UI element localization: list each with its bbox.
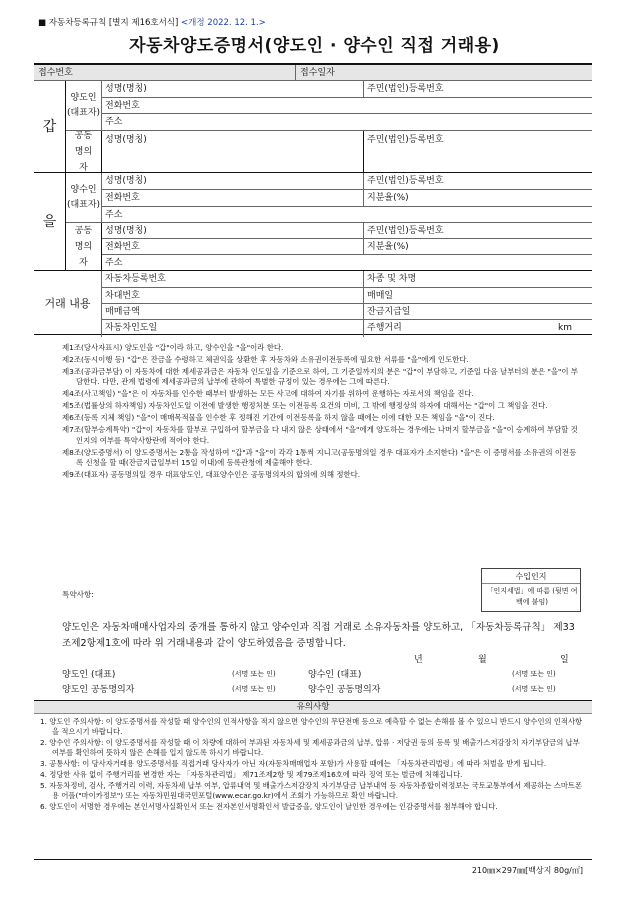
clause-9: 제9조(대표자) 공동명의일 경우 대표양도인, 대표양수인은 공동명의자의 합의에 의해 정한다. [62, 470, 361, 480]
party-b-co-address-field[interactable] [102, 255, 592, 271]
sale-price-field[interactable] [102, 304, 364, 320]
price-label: 매매금액 [105, 307, 140, 317]
transferor-co-sign-note[interactable]: (서명 또는 인) [232, 685, 276, 693]
transferor-signature-label: 양도인 (대표) [62, 670, 116, 680]
caution-item-6: 6. 양도인이 서명한 경우에는 본인서명사실확인서 또는 전자본인서명확인서 발급증을, 양도인이 날인한 경우에는 인감증명서를 첨부해야 합니다. [40, 802, 498, 811]
revision-date: <개정 2022. 12. 1.> [181, 18, 266, 28]
vehicle-type-field[interactable] [364, 271, 592, 288]
party-b-id-field[interactable] [364, 173, 592, 190]
id-label: 주민(법인)등록번호 [367, 84, 444, 94]
party-b-co-owner-label: 공동명의자 [66, 223, 102, 271]
name-label-b: 성명(명칭) [105, 176, 147, 186]
contract-clauses [62, 343, 582, 482]
co-name-label-b: 성명(명칭) [105, 226, 147, 236]
clause-4: 제4조(사고책임) "을"은 이 자동차를 인수한 때부터 발생하는 모든 사고에 대하여 자기를 위하여 운행하는 자로서의 책임을 진다. [62, 389, 474, 399]
id-label-b: 주민(법인)등록번호 [367, 176, 444, 186]
co-address-label-b: 주소 [105, 258, 123, 268]
caution-item-2: 2. 양수인 주의사항: 이 양도증명서를 작성할 때 이 차량에 대하여 부과된 자동차세 및 제세공과금의 납부, 압류 · 저당권 등의 등록 및 배출가스저감장치 자기부담금의 납부 여부를 확인하여 뜻하지 않은 손해를 입지 않도록 하시기 바랍니다. [40, 738, 580, 757]
party-b-co-phone-field[interactable] [102, 239, 364, 255]
party-a-co-owner-label: 공동명의자 [66, 131, 102, 173]
party-b-co-id-field[interactable] [364, 223, 592, 239]
reg-no-label: 자동차등록번호 [105, 274, 166, 284]
vehicle-reg-number-field[interactable] [102, 271, 364, 288]
receipt-number-field[interactable] [34, 65, 296, 81]
party-b-phone-field[interactable] [102, 190, 364, 207]
transferee-signature-label: 양수인 (대표) [308, 670, 362, 680]
clause-2: 제2조(동시이행 등) "갑"은 잔금을 수령하고 체권익을 상환한 후 자동차와 소유권이전등록에 필요한 서류를 "을"에게 인도한다. [62, 355, 469, 364]
co-id-label: 주민(법인)등록번호 [367, 135, 444, 145]
party-b-share-field[interactable] [364, 190, 592, 207]
transferee-sign-note[interactable]: (서명 또는 인) [512, 670, 556, 678]
transferee-label: 양수인 [70, 184, 97, 195]
clause-8: 제8조(양도증명서) 이 양도증명서는 2통을 작성하여 "갑"과 "을"이 각각 1통씩 지니고(공동명의일 경우 대표자가 소지한다) "을"은 이 증명서를 소유권의 이전등록 신청을 할 때(잔금지급일부터 15일 이내)에 등록관청에 제출해야 한다. [62, 447, 577, 468]
caution-list [40, 717, 588, 813]
party-b-co-share-field[interactable] [364, 239, 592, 255]
party-b-address-field[interactable] [102, 207, 592, 223]
clause-6: 제6조(등록 지체 책임) "을"이 매매목적물을 인수한 후 정해진 기간에 이전등록을 하지 않을 때에는 이에 대한 모든 책임을 "을"이 진다. [62, 413, 495, 423]
party-b-name-field[interactable] [102, 173, 364, 190]
special-terms-label: 특약사항: [62, 590, 94, 599]
mileage-unit: km [558, 323, 572, 333]
revenue-stamp-title: 수입인지 [482, 569, 580, 584]
transferee-co-signature-label: 양수인 공동명의자 [308, 685, 381, 695]
representative-label: (대표자) [66, 107, 101, 118]
clause-5: 제5조(법률상의 하자책임) 자동차인도일 이전에 발생한 행정처분 또는 이전등록 요건의 미비, 그 밖에 행정상의 하자에 대해서는 "갑"이 그 책임을 진다. [62, 401, 548, 411]
transferor-co-signature-label: 양도인 공동명의자 [62, 685, 135, 695]
share-label-b: 지분율(%) [367, 193, 409, 203]
receipt-number-label: 접수번호 [38, 68, 73, 78]
declaration-text: 양도인은 자동차매매사업자의 중개를 통하지 않고 양수인과 직접 거래로 소유자동차를 양도하고, 「자동차등록규칙」 제33조제2항제1호에 따라 위 거래내용과 같이 양도하였음을 증명합니다. [62, 622, 575, 649]
caution-item-3: 3. 공통사항: 이 당사자거래용 양도증명서를 직접거래 당사자가 아닌 자(자동차매매업자 포함)가 사용할 때에는 「자동차관리법령」에 따라 처벌을 받게 됩니다. [40, 759, 547, 768]
sale-date-field[interactable] [364, 288, 592, 304]
representative-label-b: (대표자) [66, 199, 101, 210]
phone-label: 전화번호 [105, 101, 140, 111]
caution-title: 유의사항 [34, 701, 592, 714]
date-month: 월 [478, 655, 487, 665]
vin-field[interactable] [102, 288, 364, 304]
caution-section [34, 700, 592, 860]
revenue-stamp-box [481, 568, 581, 612]
sale-date-label: 매매일 [367, 291, 394, 301]
co-phone-label-b: 전화번호 [105, 242, 140, 252]
address-label: 주소 [105, 117, 123, 127]
party-a-co-name-field[interactable] [102, 131, 364, 173]
paper-spec-footer: 210㎜×297㎜[백상지 80g/㎡] [471, 866, 583, 875]
clause-7: 제7조(할부승계특약) "갑"이 자동차를 할부로 구입하여 할부금을 다 내지 않은 상태에서 "을"에게 양도하는 경우에는 나머지 할부금을 "을"이 승계하여 부담할 것인지의 여부를 특약사항란에 적어야 한다. [62, 425, 578, 445]
transferee-co-sign-note[interactable]: (서명 또는 인) [512, 685, 556, 693]
party-a-label: 갑 [34, 81, 66, 173]
party-a-co-id-field[interactable] [364, 131, 592, 173]
party-b-transferee-label [66, 173, 102, 223]
balance-date-field[interactable] [364, 304, 592, 320]
mileage-field[interactable] [364, 320, 592, 337]
delivery-date-field[interactable] [102, 320, 364, 337]
document-title: 자동차양도증명서(양도인 · 양수인 직접 거래용) [129, 36, 500, 56]
name-label: 성명(명칭) [105, 84, 147, 94]
receipt-date-field[interactable] [296, 65, 592, 81]
regulation-label: ■ 자동차등록규칙 [별지 제16호서식] [38, 18, 179, 28]
party-b-label: 을 [34, 173, 66, 271]
co-id-label-b: 주민(법인)등록번호 [367, 226, 444, 236]
clause-3: 제3조(공과금부담) 이 자동차에 대한 제세공과금은 자동차 인도일을 기준으로 하여, 그 기준일까지의 분은 "갑"이 부담하고, 기준일 다음 날부터의 분은 "을"이 부담한다. 다만, 관계 법령에 제세공과금의 납부에 관하여 특별한 규정이 있는 경우에는 그에 따른다. [62, 367, 579, 387]
mileage-label: 주행거리 [367, 323, 402, 333]
balance-date-label: 잔금지급일 [367, 307, 411, 317]
delivery-date-label: 자동차인도일 [105, 323, 158, 333]
party-a-address-field[interactable] [102, 114, 592, 131]
party-a-phone-field[interactable] [102, 98, 592, 114]
transaction-label: 거래 내용 [34, 271, 102, 337]
caution-item-1: 1. 양도인 주의사항: 이 양도증명서를 작성할 때 양수인의 인적사항을 적지 않으면 양수인의 무단전매 등으로 예측할 수 없는 손해를 볼 수 있으니 반드시 양수인의 인적사항을 적으시기 바랍니다. [40, 717, 583, 736]
receipt-date-label: 접수일자 [300, 68, 335, 78]
phone-label-b: 전화번호 [105, 193, 140, 203]
clause-1: 제1조(당사자표시) 양도인을 "갑"이라 하고, 양수인을 "을"이라 한다. [62, 343, 284, 352]
party-a-transferor-label [66, 81, 102, 131]
party-a-id-field[interactable] [364, 81, 592, 98]
form-table [34, 63, 592, 335]
party-b-co-name-field[interactable] [102, 223, 364, 239]
caution-item-5: 5. 자동차정비, 검사, 주행거리 이력, 자동차세 납부 여부, 압류내역 및 배출가스저감장치 자기부담금 납부내역 등 자동차종합이력정보는 국토교통부에서 제공하는 스마트폰용 어플("마이카정보") 또는 자동차민원대국민포털(www.ecar.go.kr)에서 조회가 가능하므로 확인 바랍니다. [40, 781, 583, 800]
revenue-stamp-note: 「인지세법」에 따름 (뒷면 여백에 붙임) [486, 587, 578, 606]
vin-label: 차대번호 [105, 291, 140, 301]
address-label-b: 주소 [105, 210, 123, 220]
transferor-label: 양도인 [70, 92, 97, 103]
date-year: 년 [414, 655, 423, 665]
party-a-name-field[interactable] [102, 81, 364, 98]
co-name-label: 성명(명칭) [105, 135, 147, 145]
co-share-label-b: 지분율(%) [367, 242, 409, 252]
type-label: 차종 및 차명 [367, 274, 417, 284]
transferor-sign-note[interactable]: (서명 또는 인) [232, 670, 276, 678]
date-day: 일 [560, 655, 569, 665]
form-header [38, 16, 266, 28]
caution-item-4: 4. 정당한 사유 없이 주행거리를 변경한 자는 「자동차관리법」 제71조제2항 및 제79조제16호에 따라 징역 또는 벌금에 처해집니다. [40, 770, 463, 779]
